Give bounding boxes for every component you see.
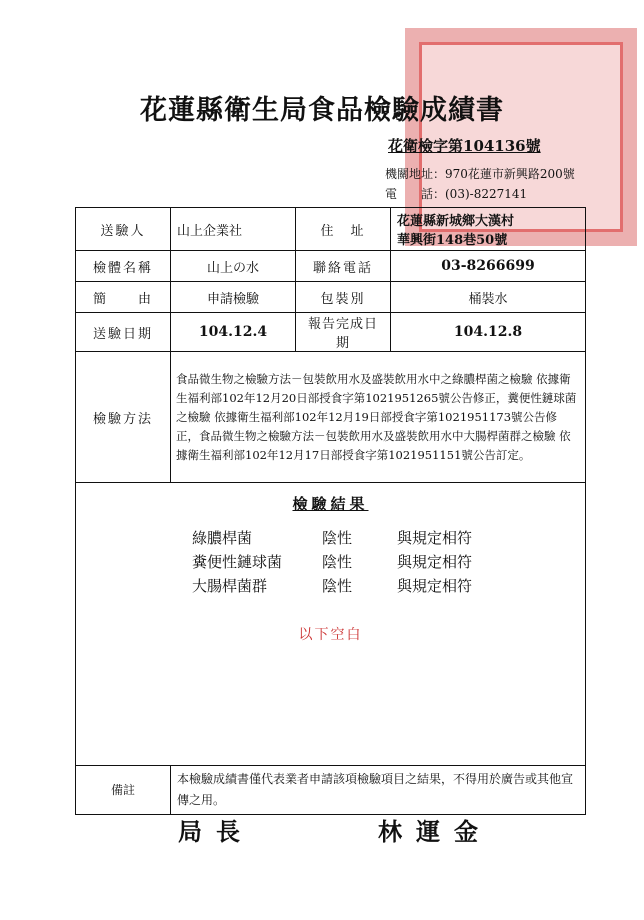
agency-phone: 電 話：(03)-8227141	[385, 187, 528, 201]
signature-name: 林運金	[378, 817, 492, 846]
reason-value: 申請檢驗	[171, 282, 296, 313]
complete-date-value: 104.12.8	[391, 313, 586, 352]
sender-label: 送驗人	[76, 208, 171, 251]
result-conclusion: 與規定相符	[397, 577, 473, 595]
tel-label: 聯絡電話	[296, 251, 391, 282]
note-label: 備註	[76, 766, 171, 815]
result-value: 陰性	[322, 553, 353, 571]
tel-value: 03-8266699	[391, 251, 586, 282]
sample-value: 山上の水	[171, 251, 296, 282]
submit-date-value: 104.12.4	[171, 313, 296, 352]
result-value: 陰性	[322, 529, 353, 547]
sample-label: 檢體名稱	[76, 251, 171, 282]
results-title: 檢驗結果	[292, 495, 369, 513]
complete-date-label: 報告完成日期	[296, 313, 391, 352]
report-table	[75, 207, 586, 815]
address-line2: 華興街148巷50號	[397, 233, 508, 248]
document-title: 花蓮縣衛生局食品檢驗成績書	[140, 95, 504, 126]
result-row	[192, 526, 579, 550]
document-number: 花衛檢字第104136號	[388, 137, 541, 155]
method-text: 食品微生物之檢驗方法－包裝飲用水及盛裝飲用水中之綠膿桿菌之檢驗 依據衛生福利部102年12月20日部授食字第1021951265號公告修正，糞便性鏈球菌之檢驗 依據衛生福利部102年12月19日部授食字第1021951173號公告修正，食品微生物之檢驗方法－包裝飲用水及盛裝飲用水中大腸桿菌群之檢驗 依據衛生福利部102年12月17日部授食字第1021951151號公告訂定。	[171, 352, 586, 483]
result-row	[192, 574, 579, 598]
sender-value: 山上企業社	[171, 208, 296, 251]
result-conclusion: 與規定相符	[397, 553, 473, 571]
result-value: 陰性	[322, 577, 353, 595]
address-label: 住 址	[296, 208, 391, 251]
submit-date-label: 送驗日期	[76, 313, 171, 352]
result-item-name: 綠膿桿菌	[192, 529, 253, 547]
agency-address: 機關地址：970花蓮市新興路200號	[385, 167, 575, 181]
result-item-name: 糞便性鏈球菌	[192, 553, 283, 571]
package-label: 包裝別	[296, 282, 391, 313]
result-conclusion: 與規定相符	[397, 529, 473, 547]
address-line1: 花蓮縣新城鄉大漢村	[397, 214, 515, 229]
note-text: 本檢驗成績書僅代表業者申請該項檢驗項目之結果，不得用於廣告或其他宣傳之用。	[171, 766, 586, 815]
package-value: 桶裝水	[391, 282, 586, 313]
blank-below-note: 以下空白	[298, 627, 363, 643]
method-label: 檢驗方法	[76, 352, 171, 483]
results-section	[76, 483, 586, 766]
result-row	[192, 550, 579, 574]
reason-label: 簡 由	[76, 282, 171, 313]
result-item-name: 大腸桿菌群	[192, 577, 268, 595]
signature-role: 局長	[178, 817, 254, 846]
